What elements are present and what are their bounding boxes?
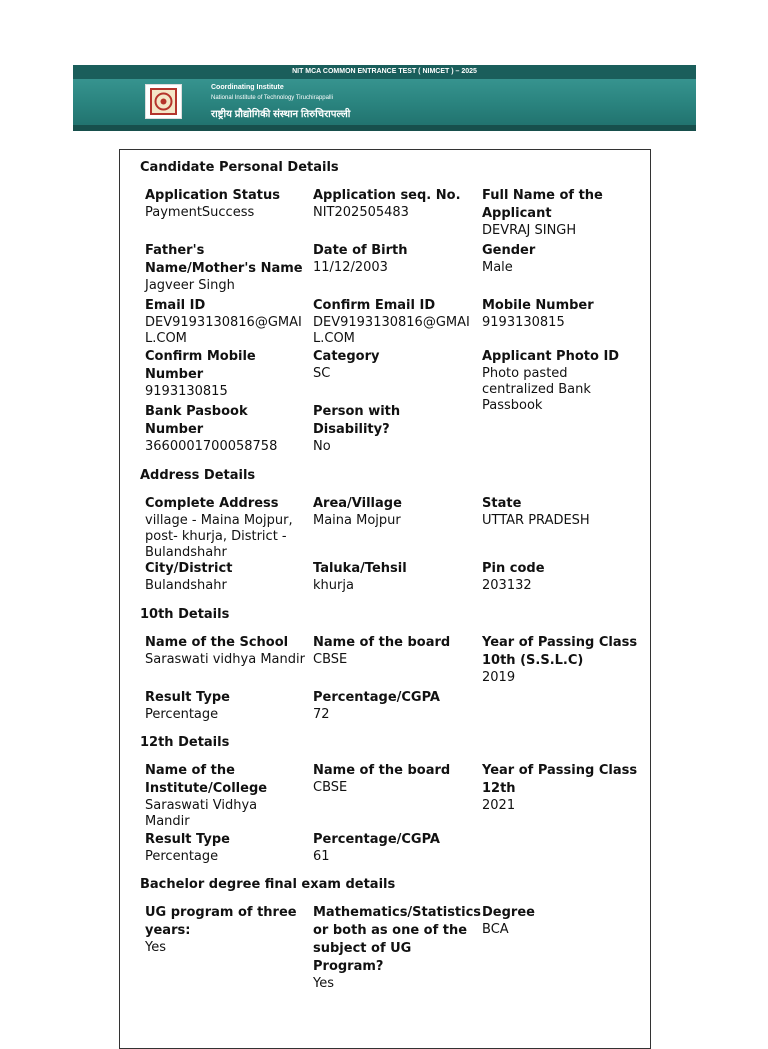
banner-divider — [73, 125, 696, 131]
field-value: 61 — [313, 849, 330, 864]
field-dob — [313, 242, 473, 276]
field-label: Date of Birth — [313, 243, 408, 258]
field-value: 9193130815 — [482, 315, 565, 330]
exam-title: NIT MCA COMMON ENTRANCE TEST ( NIMCET ) – 2025 — [73, 65, 696, 79]
field-10th-year — [482, 634, 642, 686]
field-taluka — [313, 560, 473, 594]
field-value: Bulandshahr — [145, 578, 227, 593]
field-value: 9193130815 — [145, 384, 228, 399]
field-application-seq — [313, 187, 473, 221]
field-12th-board — [313, 762, 473, 796]
field-label: Percentage/CGPA — [313, 832, 440, 847]
field-value: 11/12/2003 — [313, 260, 388, 275]
field-photo-id — [482, 348, 642, 414]
field-label: Pin code — [482, 561, 545, 576]
field-label: Complete Address — [145, 496, 279, 511]
field-label: Area/Village — [313, 496, 402, 511]
field-12th-percentage — [313, 831, 473, 865]
application-details-card — [119, 149, 651, 1049]
field-label: Name of the board — [313, 635, 451, 650]
field-value: 72 — [313, 707, 330, 722]
field-state — [482, 495, 642, 529]
field-label: Name of the Institute/College — [145, 763, 268, 796]
field-value: Percentage — [145, 707, 219, 722]
field-label: State — [482, 496, 522, 511]
section-title-address: Address Details — [140, 468, 256, 483]
field-label: Email ID — [145, 298, 206, 313]
field-12th-result-type — [145, 831, 305, 865]
field-label: Name of the board — [313, 763, 451, 778]
field-degree — [482, 904, 642, 938]
field-label: Name of the School — [145, 635, 289, 650]
field-city — [145, 560, 305, 594]
field-label: Category — [313, 349, 380, 364]
section-title-personal: Candidate Personal Details — [140, 160, 339, 175]
institute-name: National Institute of Technology Tiruchirappalli — [211, 95, 333, 101]
field-value: SC — [313, 366, 331, 381]
field-10th-board — [313, 634, 473, 668]
field-value: 203132 — [482, 578, 532, 593]
field-value: CBSE — [313, 780, 348, 795]
field-label: Father's Name/Mother's Name — [145, 243, 303, 276]
field-passbook — [145, 403, 305, 455]
field-application-status — [145, 187, 305, 221]
field-10th-percentage — [313, 689, 473, 723]
field-10th-result-type — [145, 689, 305, 723]
field-value: village - Maina Mojpur, post- khurja, District - Bulandshahr — [145, 513, 293, 560]
field-label: Year of Passing Class 10th (S.S.L.C) — [482, 635, 638, 668]
field-value: Yes — [145, 940, 166, 955]
field-label: Result Type — [145, 832, 230, 847]
field-label: Full Name of the Applicant — [482, 188, 603, 221]
field-label: Taluka/Tehsil — [313, 561, 407, 576]
field-value: DEV9193130816@GMAIL.COM — [313, 315, 470, 346]
field-pin — [482, 560, 642, 594]
field-confirm-mobile — [145, 348, 305, 400]
field-area — [313, 495, 473, 529]
field-label: Degree — [482, 905, 535, 920]
field-full-name — [482, 187, 642, 239]
field-value: UTTAR PRADESH — [482, 513, 590, 528]
field-ug-program — [145, 904, 305, 956]
field-gender — [482, 242, 642, 276]
field-value: DEV9193130816@GMAIL.COM — [145, 315, 302, 346]
field-label: UG program of three years: — [145, 905, 297, 938]
field-value: Maina Mojpur — [313, 513, 401, 528]
field-mobile — [482, 297, 642, 331]
section-title-10th: 10th Details — [140, 607, 230, 622]
field-value: No — [313, 439, 331, 454]
section-title-bachelor: Bachelor degree final exam details — [140, 877, 396, 892]
field-10th-school — [145, 634, 305, 668]
field-maths-subject — [313, 904, 482, 992]
field-email — [145, 297, 305, 347]
field-12th-year — [482, 762, 642, 814]
coordinating-label: Coordinating Institute — [211, 84, 284, 91]
field-father-name — [145, 242, 305, 294]
field-category — [313, 348, 473, 382]
field-value: Saraswati Vidhya Mandir — [145, 798, 258, 829]
field-label: Application Status — [145, 188, 281, 203]
field-label: Year of Passing Class 12th — [482, 763, 638, 796]
field-label: Confirm Mobile Number — [145, 349, 256, 382]
field-label: Result Type — [145, 690, 230, 705]
field-label: Gender — [482, 243, 536, 258]
section-title-12th: 12th Details — [140, 735, 230, 750]
field-value: CBSE — [313, 652, 348, 667]
field-value: Male — [482, 260, 513, 275]
field-confirm-email — [313, 297, 473, 347]
field-value: 2021 — [482, 798, 516, 813]
field-value: 2019 — [482, 670, 516, 685]
field-value: Yes — [313, 976, 334, 991]
field-value: Jagveer Singh — [145, 278, 235, 293]
field-label: Mobile Number — [482, 298, 594, 313]
field-value: Saraswati vidhya Mandir — [145, 652, 305, 667]
field-value: Percentage — [145, 849, 219, 864]
field-value: NIT202505483 — [313, 205, 409, 220]
field-label: Percentage/CGPA — [313, 690, 440, 705]
field-value: khurja — [313, 578, 354, 593]
field-12th-institute — [145, 762, 305, 830]
field-value: PaymentSuccess — [145, 205, 255, 220]
field-label: Application seq. No. — [313, 188, 461, 203]
field-label: Person with Disability? — [313, 404, 401, 437]
field-value: DEVRAJ SINGH — [482, 223, 577, 238]
field-label: Bank Pasbook Number — [145, 404, 248, 437]
field-label: Confirm Email ID — [313, 298, 436, 313]
field-pwd — [313, 403, 473, 455]
field-label: Mathematics/Statistics or both as one of the subject of UG Program? — [313, 905, 482, 974]
institute-name-hindi: राष्ट्रीय प्रौद्योगिकी संस्थान तिरुचिरापल्ली — [211, 109, 351, 120]
field-label: Applicant Photo ID — [482, 349, 620, 364]
field-label: City/District — [145, 561, 233, 576]
field-value: BCA — [482, 922, 509, 937]
field-value: 3660001700058758 — [145, 439, 278, 454]
institute-logo-icon — [145, 84, 182, 119]
field-value: Photo pasted centralized Bank Passbook — [482, 366, 591, 413]
header-banner — [73, 65, 696, 131]
field-complete-address — [145, 495, 305, 561]
